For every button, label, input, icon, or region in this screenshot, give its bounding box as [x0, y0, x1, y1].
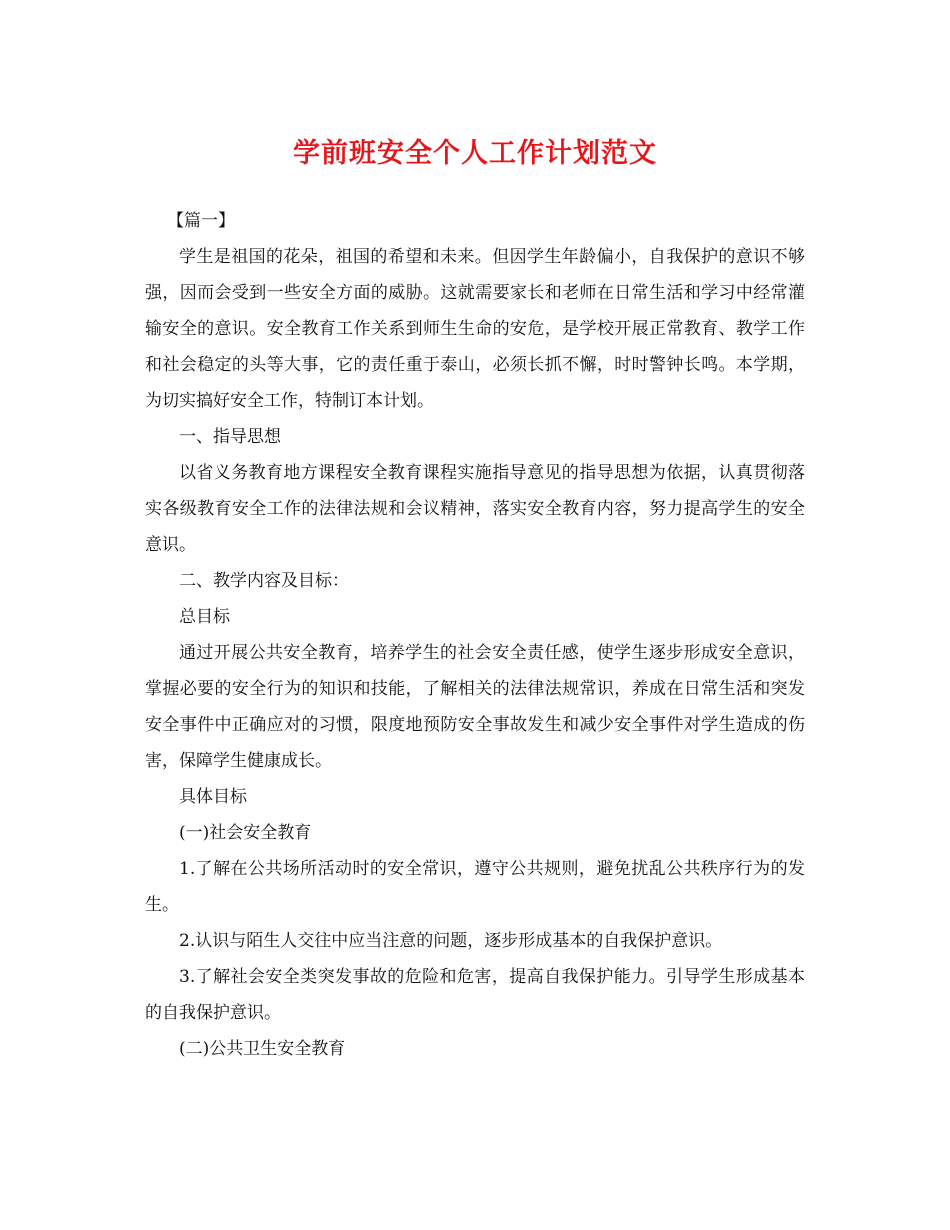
heading-content-goals: 二、教学内容及目标：	[179, 571, 349, 591]
paragraph-guiding-thought: 以省义务教育地方课程安全教育课程实施指导意见的指导思想为依据，认真贯彻落实各级教育安全工作的法律法规和会议精神，落实安全教育内容，努力提高学生的安全意识。	[145, 463, 805, 555]
heading-overall-goal: 总目标	[179, 607, 230, 627]
heading-social-safety: (一)社会安全教育	[179, 823, 312, 843]
paragraph-intro: 学生是祖国的花朵，祖国的希望和未来。但因学生年龄偏小，自我保护的意识不够强，因而会受到一些安全方面的威胁。这就需要家长和老师在日常生活和学习中经常灌输安全的意识。安全教育工作关系到师生生命的安危，是学校开展正常教育、教学工作和社会稳定的头等大事，它的责任重于泰山，必须长抓不懈，时时警钟长鸣。本学期，为切实搞好安全工作，特制订本计划。	[145, 247, 805, 411]
list-item: 3.了解社会安全类突发事故的危险和危害，提高自我保护能力。引导学生形成基本的自我保护意识。	[145, 967, 805, 1023]
heading-guiding-thought: 一、指导思想	[179, 427, 281, 447]
heading-public-health-safety: (二)公共卫生安全教育	[179, 1039, 346, 1059]
document-body	[145, 203, 805, 1067]
heading-specific-goals: 具体目标	[179, 787, 247, 807]
list-item: 1.了解在公共场所活动时的安全常识，遵守公共规则，避免扰乱公共秩序行为的发生。	[145, 859, 805, 915]
paragraph-overall-goal: 通过开展公共安全教育，培养学生的社会安全责任感，使学生逐步形成安全意识，掌握必要的安全行为的知识和技能，了解相关的法律法规常识，养成在日常生活和突发安全事件中正确应对的习惯，限度地预防安全事故发生和减少安全事件对学生造成的伤害，保障学生健康成长。	[145, 643, 805, 771]
section-label: 【篇一】	[167, 211, 235, 231]
list-item: 2.认识与陌生人交往中应当注意的问题，逐步形成基本的自我保护意识。	[179, 931, 723, 951]
document-title: 学前班安全个人工作计划范文	[293, 138, 657, 169]
